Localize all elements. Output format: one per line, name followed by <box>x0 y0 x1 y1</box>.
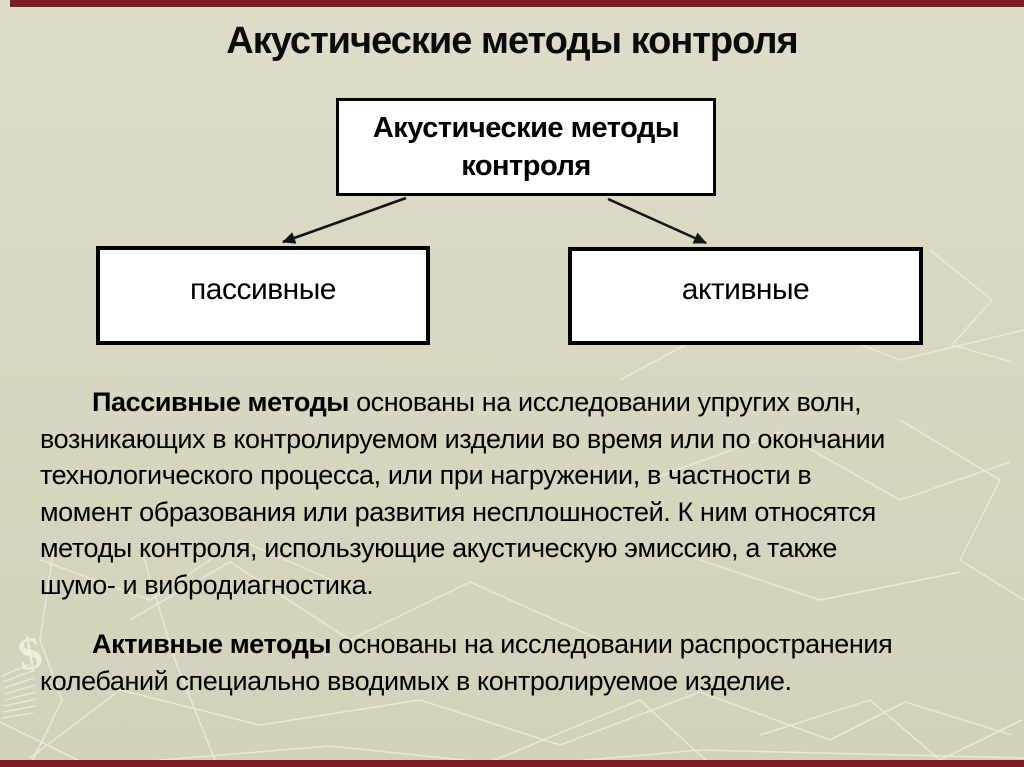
bold-lead-active: Активные методы <box>92 629 332 659</box>
text-line <box>40 384 990 421</box>
text-line-rest: основаны на исследовании упругих волн, <box>348 387 862 417</box>
bold-lead-passive: Пассивные методы <box>92 387 349 417</box>
text-line: момент образования или развития несплошностей. К ним относятся <box>40 496 876 527</box>
diagram-node-active-label: активные <box>681 273 810 306</box>
text-line: методы контроля, использующие акустическую эмиссию, а также <box>40 533 838 563</box>
text-line: колебаний специально вводимых в контролируемое изделие. <box>40 665 792 696</box>
ruler-ticks-decoration <box>2 664 36 718</box>
text-line: шумо- и вибродиагностика. <box>40 569 374 600</box>
arrow-to-active <box>608 199 706 243</box>
top-accent-bar <box>10 0 1024 7</box>
text-line: возникающих в контролируемом изделии во время или по окончании <box>40 423 885 454</box>
diagram-root-node <box>336 98 716 196</box>
diagram-node-active <box>568 247 923 345</box>
arrow-to-passive <box>283 198 406 242</box>
text-line: технологического процесса, или при нагружении, в частности в <box>40 460 812 490</box>
text-line <box>40 626 990 663</box>
text-line-rest: основаны на исследовании распространения <box>331 629 893 659</box>
bottom-accent-bar <box>0 760 1024 767</box>
slide-title: Акустические методы контроля <box>226 20 798 62</box>
paragraph-active-methods <box>40 626 990 699</box>
dollar-sign-decoration: $ <box>14 626 46 681</box>
diagram-node-passive <box>96 246 430 345</box>
diagram-node-passive-label: пассивные <box>190 272 336 306</box>
paragraph-passive-methods <box>40 384 990 603</box>
diagram-root-label: Акустические методы контроля <box>372 112 680 182</box>
